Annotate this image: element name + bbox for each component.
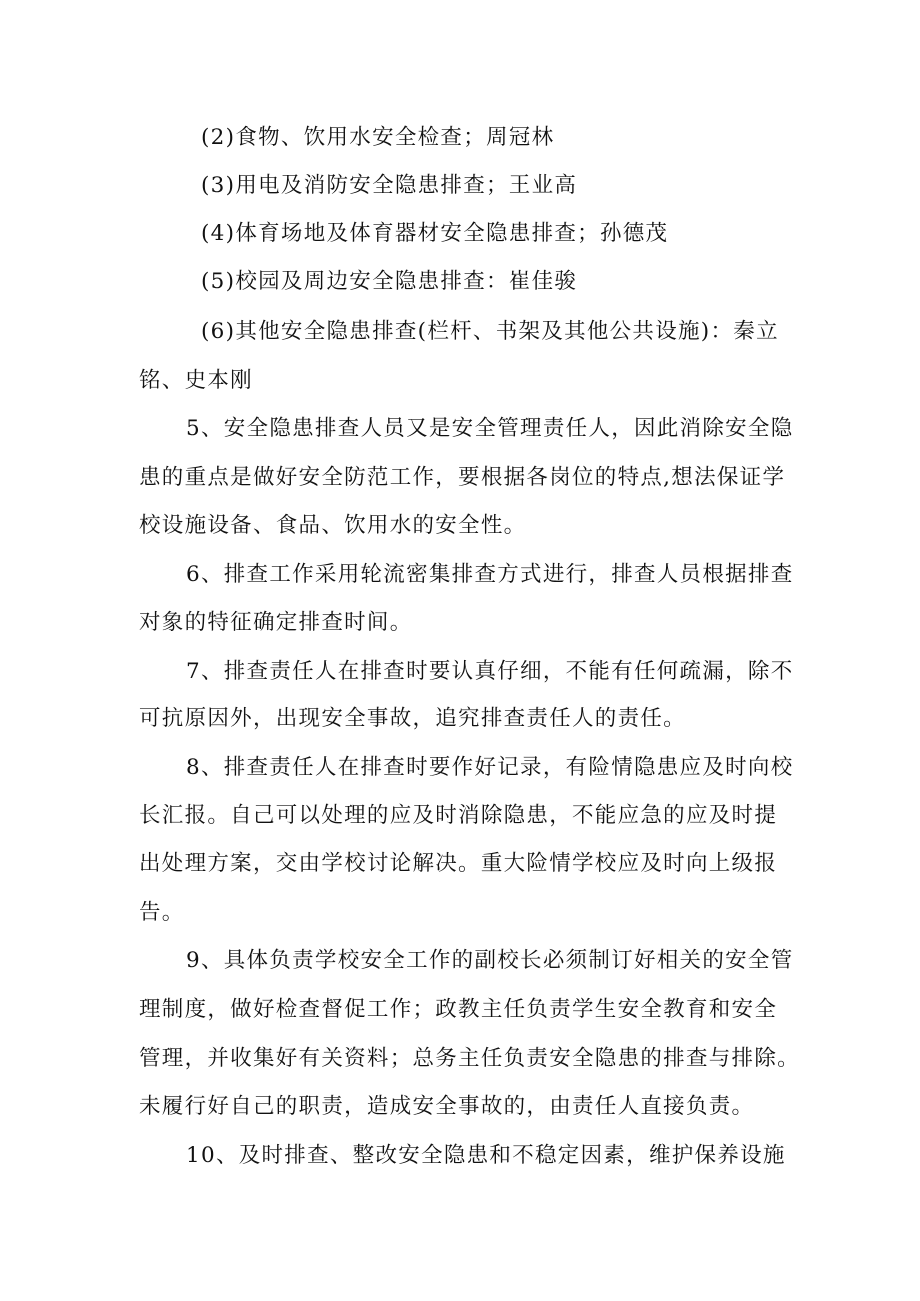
paragraph-5-line-2: 患的重点是做好安全防范工作，要根据各岗位的特点,想法保证学 — [139, 465, 786, 490]
paragraph-5-line-3: 校设施设备、食品、饮用水的安全性。 — [139, 513, 527, 538]
paragraph-9-line-4: 未履行好自己的职责，造成安全事故的，由责任人直接负责。 — [139, 1094, 755, 1119]
paragraph-7-line-1: 7、排查责任人在排查时要认真仔细，不能有任何疏漏，除不 — [186, 659, 794, 684]
paragraph-9-line-2: 理制度，做好检查督促工作；政教主任负责学生安全教育和安全 — [139, 997, 778, 1022]
paragraph-6-line-2: 对象的特征确定排查时间。 — [139, 610, 413, 635]
sub-item-6-continuation: 铭、史本刚 — [139, 368, 253, 393]
paragraph-9-line-3: 管理，并收集好有关资料；总务主任负责安全隐患的排查与排除。 — [139, 1046, 800, 1071]
paragraph-8-line-1: 8、排查责任人在排查时要作好记录，有险情隐患应及时向校 — [186, 755, 794, 780]
sub-item-6: (6)其他安全隐患排查(栏杆、书架及其他公共设施)：秦立 — [201, 319, 779, 344]
sub-item-5: (5)校园及周边安全隐患排查：崔佳骏 — [201, 269, 578, 294]
sub-item-2: (2)食物、饮用水安全检查；周冠林 — [201, 125, 555, 150]
paragraph-9-line-1: 9、具体负责学校安全工作的副校长必须制订好相关的安全管 — [186, 948, 794, 973]
paragraph-6-line-1: 6、排查工作采用轮流密集排查方式进行，排查人员根据排查 — [186, 562, 794, 587]
paragraph-8-line-3: 出处理方案，交由学校讨论解决。重大险情学校应及时向上级报 — [139, 851, 778, 876]
paragraph-7-line-2: 可抗原因外，出现安全事故，追究排查责任人的责任。 — [139, 706, 686, 731]
sub-item-3: (3)用电及消防安全隐患排查；王业高 — [201, 173, 578, 198]
paragraph-8-line-2: 长汇报。自己可以处理的应及时消除隐患，不能应急的应及时提 — [139, 803, 778, 828]
paragraph-10-line-1: 10、及时排查、整改安全隐患和不稳定因素，维护保养设施 — [186, 1143, 786, 1168]
paragraph-5-line-1: 5、安全隐患排查人员又是安全管理责任人，因此消除安全隐 — [186, 416, 794, 441]
paragraph-8-line-4: 告。 — [139, 900, 185, 925]
sub-item-4: (4)体育场地及体育器材安全隐患排查；孙德茂 — [201, 221, 669, 246]
